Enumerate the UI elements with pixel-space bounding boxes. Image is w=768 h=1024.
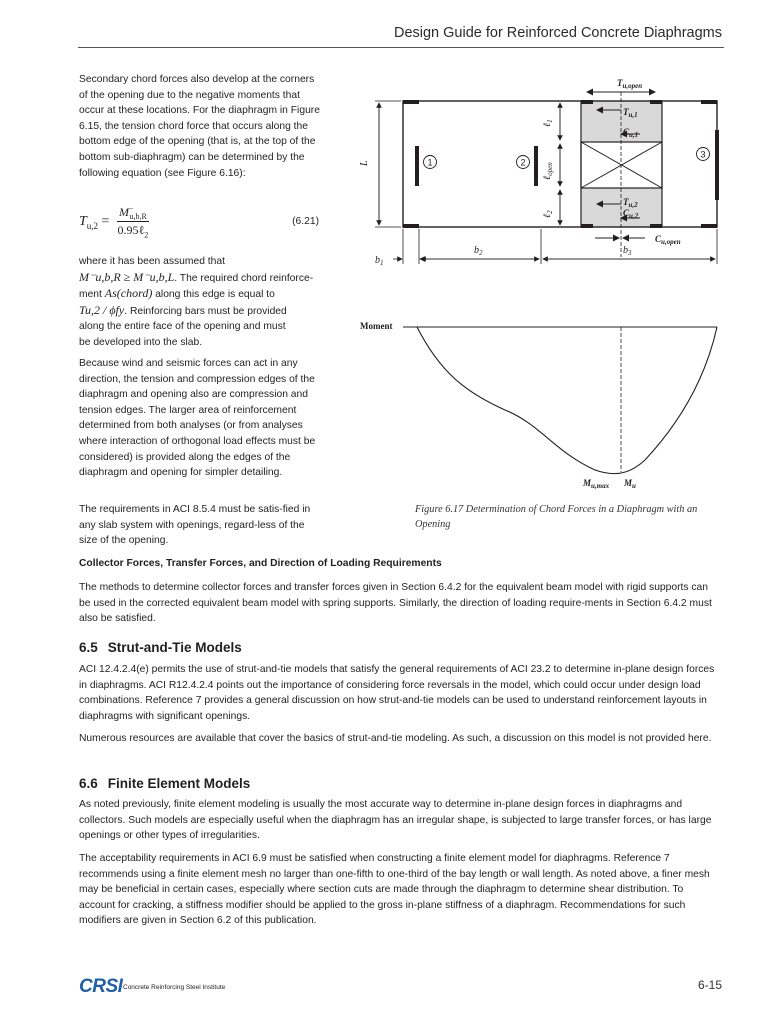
equation-6-21: [79, 204, 319, 244]
opening-outline: [581, 142, 662, 188]
circle-label-3: 3: [700, 149, 706, 160]
paragraph-secondary-chord: Secondary chord forces also develop at the corners of the opening due to the negative moments that occur at these locations. For the diaphragm in Figure 6.15, the tension chord force that occurs along the bottom edge of the opening (that is, at the top of the bottom sub-diaphragm) can be determined by the following equation (see Figure 6.16):: [79, 74, 320, 179]
page-number: 6-15: [697, 978, 722, 992]
crsi-org-name: Concrete Reinforcing Steel Institute: [123, 984, 226, 991]
svg-text:Cu,1: $C_{u,1}$: [623, 127, 639, 139]
svg-text:ℓ1: ℓ$_1$: [542, 119, 554, 127]
equation-number: (6.21): [292, 216, 319, 227]
mu-label: $M_u$: [624, 478, 636, 490]
figure-caption: Figure 6.17 Determination of Chord Forces in a Diaphragm with an Opening: [415, 504, 698, 530]
section-heading-6-6: 6.6 Finite Element Models: [79, 776, 251, 791]
crsi-logo: [79, 976, 279, 998]
svg-text:Cu,open: $C_{u,open}$: [655, 234, 681, 246]
equation-lhs: $T_{u,2}$ =: [79, 214, 110, 231]
sub-diaphragm-circles: [424, 148, 710, 169]
crsi-logo-mark: CRSI: [79, 976, 123, 997]
svg-text:Tu,1: $T_{u,1}$: [623, 107, 638, 119]
header-title: Design Guide for Reinforced Concrete Diaphragms: [393, 25, 722, 41]
moment-diagram: [360, 321, 717, 490]
svg-text:Cu,2: $C_{u,2}$: [623, 208, 639, 220]
subsection-heading-collector: Collector Forces, Transfer Forces, and Direction of Loading Requirements: [79, 558, 442, 569]
chord-reinforcement-marks: [403, 100, 719, 228]
svg-text:L: L: [359, 160, 370, 166]
paragraph-assumption: where it has been assumed that M⁻u,b,R ≥ M⁻u,b,L. The required chord reinforce- ment As(chord) along this edge is equal to Tu,2 / ϕfy. Reinforcing bars must be provided along the entire face of the opening and must be developed into the slab.: [79, 256, 314, 348]
paragraph-strut-tie-1: ACI 12.4.2.4(e) permits the use of strut-and-tie models that satisfy the general requirements of ACI 23.2 to determine in-plane design forces in diaphragms. ACI R12.4.2.4 points out the importance of considering force reversals in the model, which could occur under design load combinations. Reference 7 provides a general discussion on how strut-and-tie models can be used to understand reinforcement layouts in diaphragms with significant openings.: [79, 664, 715, 722]
paragraph-aci-854: The requirements in ACI 8.5.4 must be satis-fied in any slab system with openings, regard-less of the size of the opening.: [79, 504, 311, 547]
svg-text:Tu,open: $T_{u,open}$: [617, 78, 643, 90]
svg-text:b1: $b_1$: [375, 255, 384, 267]
svg-text:b2: $b_2$: [474, 245, 483, 257]
svg-text:Tu,2: $T_{u,2}$: [623, 197, 638, 209]
svg-text:b3: $b_3$: [623, 245, 632, 257]
paragraph-collector: The methods to determine collector forces and transfer forces given in Section 6.4.2 for the equivalent beam model with rigid supports can be used in the corrected equivalent beam model with spring supports. Similarly, the direction of loading require-ments in Section 6.4.2 must also be satisfied.: [79, 582, 712, 625]
circle-label-1: 1: [427, 157, 433, 168]
paragraph-fem-1: As noted previously, finite element modeling is usually the most accurate way to determine in-plane design forces in diaphragms and collectors. Such models are especially useful when the diaphragm has an irregular shape, is subjected to large transfer forces, or has large openings or other types of irregularities.: [79, 799, 712, 842]
figure-6-17: [355, 72, 730, 497]
moment-label: Moment: [360, 321, 393, 331]
section-heading-6-5: 6.5 Strut-and-Tie Models: [79, 640, 242, 655]
paragraph-wind-seismic: Because wind and seismic forces can act in any direction, the tension and compression edges of the diaphragm and opening also are compression and tension edges. The larger area of reinforcement determined from both analyses (or from analyses where interaction of orthogonal load effects must be considered) is provided along the edges of the diaphragm and opening for simpler detailing.: [79, 358, 316, 479]
paragraph-strut-tie-2: Numerous resources are available that cover the basics of strut-and-tie modeling. As such, a discussion on this model is not provided here.: [79, 733, 712, 744]
page-header: [0, 0, 768, 48]
svg-text:ℓopen: ℓ$_{open}$: [542, 162, 554, 180]
equation-fraction: $M^-_{u,b,R}$ 0.95ℓ$_2$: [117, 204, 149, 240]
svg-text:ℓ2: ℓ$_2$: [542, 210, 554, 218]
circle-label-2: 2: [520, 157, 526, 168]
paragraph-fem-2: The acceptability requirements in ACI 6.9 must be satisfied when constructing a finite element model for diaphragms. Reference 7 recommends using a finite element mesh no larger than one-fifth to one-third of the bay length or wall length. As noted above, a finer mesh may be beneficial in certain cases, especially where section cuts are made through the diaphragm to determine shear distribution. To account for cracking, a stiffness modifier should be applied to the gross in-plane stiffness of a diaphragm. Recommendations for such modifiers are given in Section 6.2 of this publication.: [79, 853, 710, 927]
mu-max-label: $M_{u,max}$: [583, 478, 610, 490]
header-rule: [78, 47, 724, 48]
